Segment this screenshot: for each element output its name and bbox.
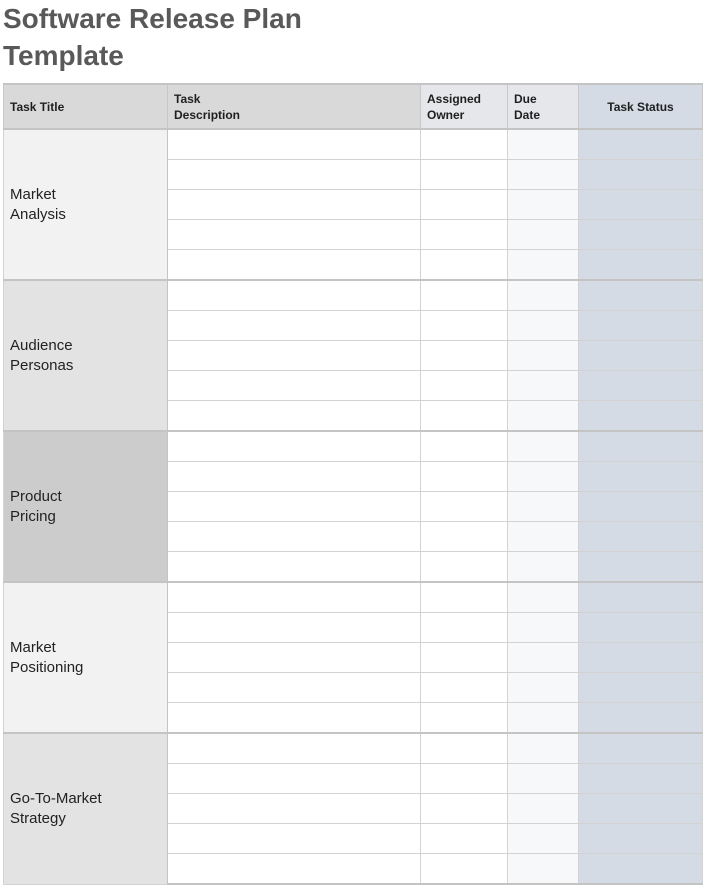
assigned-owner-cell[interactable]	[421, 371, 508, 401]
assigned-owner-cell[interactable]	[421, 401, 508, 432]
assigned-owner-cell[interactable]	[421, 341, 508, 371]
header-task-title: Task Title	[4, 84, 168, 129]
task-description-cell[interactable]	[168, 431, 421, 462]
task-description-cell[interactable]	[168, 582, 421, 613]
assigned-owner-cell[interactable]	[421, 431, 508, 462]
table-row	[4, 280, 703, 311]
assigned-owner-cell[interactable]	[421, 854, 508, 885]
task-status-cell[interactable]	[579, 703, 703, 734]
document-title: Software Release Plan Template	[3, 3, 302, 71]
assigned-owner-cell[interactable]	[421, 824, 508, 854]
task-description-cell[interactable]	[168, 733, 421, 764]
header-assigned-owner: Assigned Owner	[421, 84, 508, 129]
task-status-cell[interactable]	[579, 582, 703, 613]
task-status-cell[interactable]	[579, 160, 703, 190]
due-date-cell[interactable]	[508, 582, 579, 613]
due-date-cell[interactable]	[508, 160, 579, 190]
task-description-cell[interactable]	[168, 280, 421, 311]
task-status-cell[interactable]	[579, 794, 703, 824]
assigned-owner-cell[interactable]	[421, 794, 508, 824]
task-title-cell: Product Pricing	[4, 431, 168, 582]
task-title-cell: Market Positioning	[4, 582, 168, 733]
task-status-cell[interactable]	[579, 643, 703, 673]
due-date-cell[interactable]	[508, 220, 579, 250]
task-status-cell[interactable]	[579, 401, 703, 432]
task-description-cell[interactable]	[168, 643, 421, 673]
task-status-cell[interactable]	[579, 371, 703, 401]
table-row	[4, 733, 703, 764]
task-status-cell[interactable]	[579, 854, 703, 885]
assigned-owner-cell[interactable]	[421, 129, 508, 160]
task-description-cell[interactable]	[168, 552, 421, 583]
due-date-cell[interactable]	[508, 371, 579, 401]
task-status-cell[interactable]	[579, 341, 703, 371]
task-description-cell[interactable]	[168, 190, 421, 220]
assigned-owner-cell[interactable]	[421, 522, 508, 552]
task-description-cell[interactable]	[168, 341, 421, 371]
task-description-cell[interactable]	[168, 764, 421, 794]
task-description-cell[interactable]	[168, 522, 421, 552]
table-body	[4, 129, 703, 884]
due-date-cell[interactable]	[508, 733, 579, 764]
table-row	[4, 129, 703, 160]
task-title-cell: Go-To-Market Strategy	[4, 733, 168, 884]
task-description-cell[interactable]	[168, 160, 421, 190]
task-status-cell[interactable]	[579, 613, 703, 643]
task-status-cell[interactable]	[579, 129, 703, 160]
due-date-cell[interactable]	[508, 643, 579, 673]
assigned-owner-cell[interactable]	[421, 462, 508, 492]
task-description-cell[interactable]	[168, 824, 421, 854]
task-description-cell[interactable]	[168, 462, 421, 492]
header-task-description: Task Description	[168, 84, 421, 129]
due-date-cell[interactable]	[508, 311, 579, 341]
task-status-cell[interactable]	[579, 190, 703, 220]
assigned-owner-cell[interactable]	[421, 160, 508, 190]
assigned-owner-cell[interactable]	[421, 733, 508, 764]
assigned-owner-cell[interactable]	[421, 764, 508, 794]
task-description-cell[interactable]	[168, 371, 421, 401]
task-description-cell[interactable]	[168, 311, 421, 341]
due-date-cell[interactable]	[508, 703, 579, 734]
assigned-owner-cell[interactable]	[421, 643, 508, 673]
due-date-cell[interactable]	[508, 522, 579, 552]
due-date-cell[interactable]	[508, 250, 579, 281]
due-date-cell[interactable]	[508, 613, 579, 643]
task-status-cell[interactable]	[579, 220, 703, 250]
due-date-cell[interactable]	[508, 552, 579, 583]
task-status-cell[interactable]	[579, 824, 703, 854]
task-status-cell[interactable]	[579, 522, 703, 552]
task-description-cell[interactable]	[168, 794, 421, 824]
assigned-owner-cell[interactable]	[421, 552, 508, 583]
task-description-cell[interactable]	[168, 250, 421, 281]
header-due-date: Due Date	[508, 84, 579, 129]
assigned-owner-cell[interactable]	[421, 280, 508, 311]
task-status-cell[interactable]	[579, 311, 703, 341]
table-row	[4, 431, 703, 462]
assigned-owner-cell[interactable]	[421, 582, 508, 613]
due-date-cell[interactable]	[508, 794, 579, 824]
task-description-cell[interactable]	[168, 854, 421, 885]
due-date-cell[interactable]	[508, 401, 579, 432]
assigned-owner-cell[interactable]	[421, 703, 508, 734]
task-description-cell[interactable]	[168, 220, 421, 250]
task-description-cell[interactable]	[168, 703, 421, 734]
assigned-owner-cell[interactable]	[421, 190, 508, 220]
task-description-cell[interactable]	[168, 492, 421, 522]
release-plan-table	[3, 83, 703, 885]
due-date-cell[interactable]	[508, 854, 579, 885]
assigned-owner-cell[interactable]	[421, 492, 508, 522]
task-status-cell[interactable]	[579, 764, 703, 794]
due-date-cell[interactable]	[508, 431, 579, 462]
task-status-cell[interactable]	[579, 492, 703, 522]
task-status-cell[interactable]	[579, 250, 703, 281]
due-date-cell[interactable]	[508, 824, 579, 854]
task-status-cell[interactable]	[579, 673, 703, 703]
header-row	[4, 84, 703, 129]
assigned-owner-cell[interactable]	[421, 613, 508, 643]
due-date-cell[interactable]	[508, 129, 579, 160]
due-date-cell[interactable]	[508, 190, 579, 220]
header-task-status: Task Status	[579, 84, 703, 129]
task-description-cell[interactable]	[168, 613, 421, 643]
table-row	[4, 582, 703, 613]
due-date-cell[interactable]	[508, 280, 579, 311]
task-status-cell[interactable]	[579, 280, 703, 311]
task-status-cell[interactable]	[579, 462, 703, 492]
task-description-cell[interactable]	[168, 129, 421, 160]
task-description-cell[interactable]	[168, 673, 421, 703]
due-date-cell[interactable]	[508, 764, 579, 794]
due-date-cell[interactable]	[508, 462, 579, 492]
due-date-cell[interactable]	[508, 492, 579, 522]
due-date-cell[interactable]	[508, 341, 579, 371]
task-title-cell: Audience Personas	[4, 280, 168, 431]
assigned-owner-cell[interactable]	[421, 673, 508, 703]
task-title-cell: Market Analysis	[4, 129, 168, 280]
assigned-owner-cell[interactable]	[421, 250, 508, 281]
task-description-cell[interactable]	[168, 401, 421, 432]
assigned-owner-cell[interactable]	[421, 220, 508, 250]
task-status-cell[interactable]	[579, 431, 703, 462]
due-date-cell[interactable]	[508, 673, 579, 703]
assigned-owner-cell[interactable]	[421, 311, 508, 341]
task-status-cell[interactable]	[579, 733, 703, 764]
task-status-cell[interactable]	[579, 552, 703, 583]
